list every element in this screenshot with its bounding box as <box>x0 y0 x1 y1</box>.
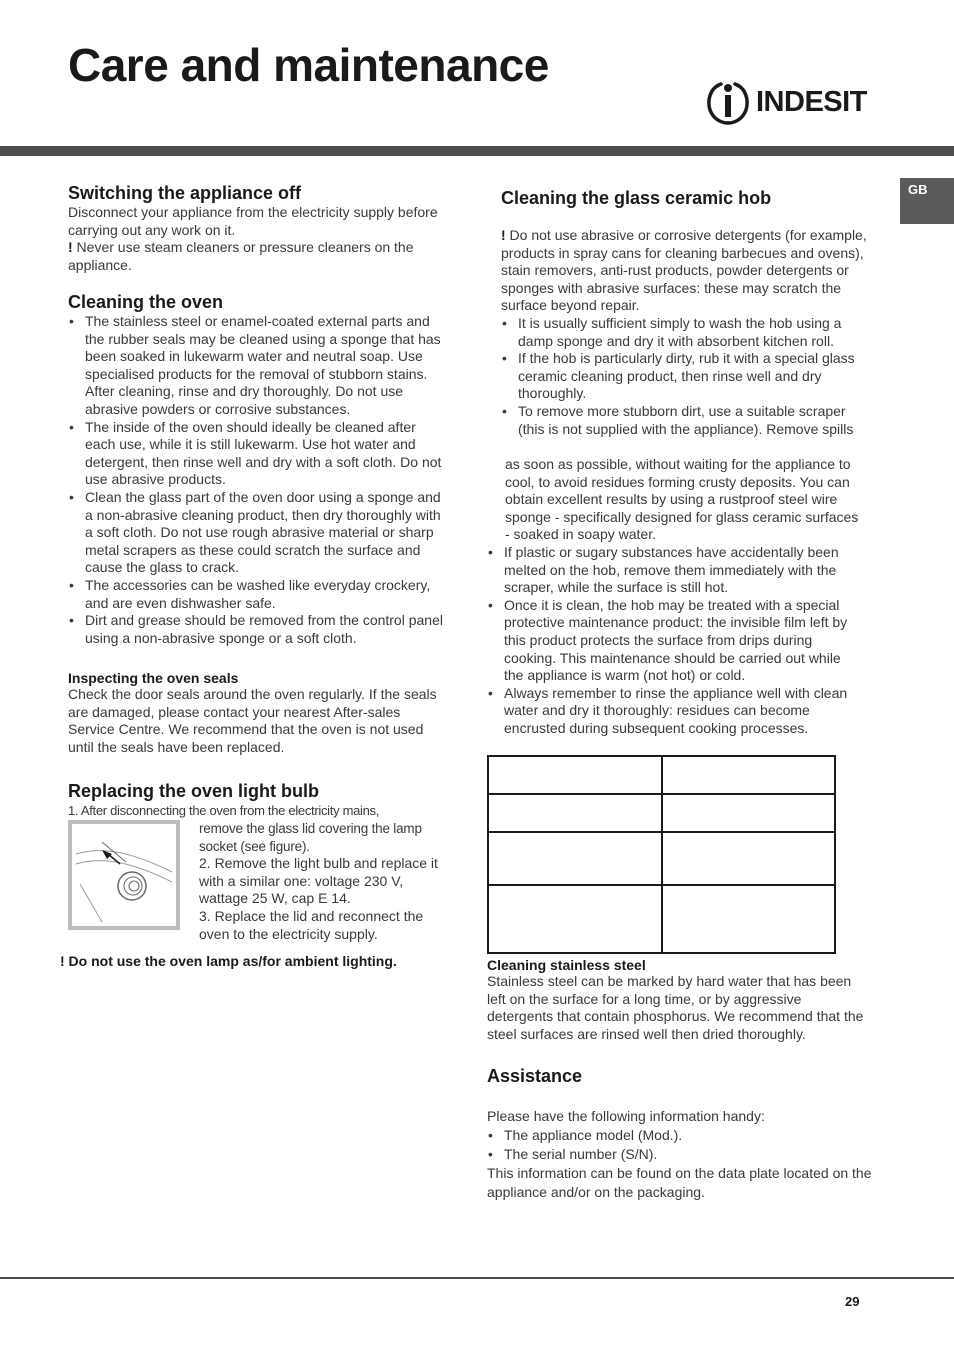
list-item: • Dirt and grease should be removed from the control panel using a non-abrasive sponge or a soft cloth. <box>68 612 446 647</box>
page-number: 29 <box>845 1294 860 1309</box>
switching-text: Disconnect your appliance from the electricity supply before carrying out any work on it. <box>68 204 438 238</box>
hob-continued <box>487 456 862 738</box>
bulb-step2: 2. Remove the light bulb and replace it with a similar one: voltage 230 V, wattage 25 W, cap E 14. <box>199 855 438 907</box>
steel-heading: Cleaning stainless steel <box>487 957 646 973</box>
table-row <box>488 794 835 832</box>
page-title: Care and maintenance <box>68 39 549 91</box>
assistance-intro: Please have the following information handy: <box>487 1108 765 1124</box>
section-switching-off <box>68 183 448 274</box>
section-cleaning-oven <box>68 292 446 647</box>
table-row <box>488 885 835 953</box>
seals-text: Check the door seals around the oven regularly. If the seals are damaged, please contact your nearest After-sales Service Centre. We recommend that the oven is not used until the seals have been replaced. <box>68 686 437 755</box>
table-cell <box>662 756 836 794</box>
switching-heading: Switching the appliance off <box>68 183 302 203</box>
section-stainless-steel <box>487 957 865 1043</box>
section-assistance <box>487 1066 872 1202</box>
hob-bullet-list-a <box>501 315 875 438</box>
warning-mark: ! <box>501 227 506 243</box>
table-cell <box>662 794 836 832</box>
bulb-step3: 3. Replace the lid and reconnect the oven to the electricity supply. <box>199 907 424 942</box>
list-item: • If plastic or sugary substances have accidentally been melted on the hob, remove them immediately with the scraper, while the surface is still hot. <box>487 544 862 597</box>
header-divider <box>0 146 954 156</box>
empty-grid-table <box>487 755 836 954</box>
list-item: • If the hob is particularly dirty, rub it with a special glass ceramic cleaning product, then rinse well and dry thoroughly. <box>501 350 875 403</box>
list-item: • Always remember to rinse the appliance well with clean water and dry it thoroughly: residues can become encrusted during subsequent cooking processes. <box>487 685 862 738</box>
list-item: • Once it is clean, the hob may be treated with a special protective maintenance product: the invisible film left by this product protects the surface from drips during cooking. This maintenance should be carried out while the appliance is warm (not hot) or cold. <box>487 597 862 685</box>
switching-warning-text: Never use steam cleaners or pressure cleaners on the appliance. <box>68 239 414 273</box>
switching-warning <box>68 239 448 274</box>
indesit-logo-icon <box>706 78 752 126</box>
hob-continuation: as soon as possible, without waiting for the appliance to cool, to avoid residues forming crusty deposits. You can obtain excellent results by using a rustproof steel wire sponge - specifically designed for glass ceramic surfaces - soaked in soapy water. <box>505 456 859 543</box>
bulb-step1-line1: 1. After disconnecting the oven from the electricity mains, <box>68 803 380 818</box>
oven-heading: Cleaning the oven <box>68 292 224 312</box>
section-oven-seals <box>68 670 444 756</box>
list-item: • To remove more stubborn dirt, use a suitable scraper (this is not supplied with the appliance). Remove spills <box>501 403 875 438</box>
bulb-heading: Replacing the oven light bulb <box>68 781 320 801</box>
table-row <box>488 832 835 885</box>
bulb-steps <box>199 820 449 943</box>
lamp-socket-figure <box>68 820 180 930</box>
table-cell <box>488 756 662 794</box>
table-row <box>488 756 835 794</box>
brand-wordmark: INDESIT <box>756 86 867 118</box>
language-tab <box>900 178 954 224</box>
seals-heading: Inspecting the oven seals <box>68 670 239 686</box>
table-cell <box>488 885 662 953</box>
list-item: • It is usually sufficient simply to wash the hob using a damp sponge and dry it with absorbent kitchen roll. <box>501 315 875 350</box>
table-cell <box>662 832 836 885</box>
list-item: • The serial number (S/N). <box>487 1145 872 1164</box>
warning-mark: ! <box>68 239 73 256</box>
list-item: • Clean the glass part of the oven door using a sponge and a non-abrasive cleaning product, then dry thoroughly with a soft cloth. Do not use rough abrasive material or sharp metal scrapers as these could scratch the surface and cause the glass to crack. <box>68 489 446 577</box>
section-light-bulb <box>68 781 448 820</box>
table-cell <box>488 794 662 832</box>
list-item: • The appliance model (Mod.). <box>487 1126 872 1145</box>
oven-bullet-list <box>68 313 446 647</box>
hob-bullet-list-b <box>487 544 862 738</box>
list-item: • The stainless steel or enamel-coated external parts and the rubber seals may be cleaned using a sponge that has been soaked in lukewarm water and neutral soap. Use specialised products for the removal of stubborn stains. After cleaning, rinse and dry thoroughly. Do not use abrasive powders or corrosive substances. <box>68 313 446 419</box>
list-item: • The inside of the oven should ideally be cleaned after each use, while it is still lukewarm. Use hot water and detergent, then rinse well and dry with a soft cloth. Do not use abrasive products. <box>68 419 446 489</box>
lamp-warning: ! Do not use the oven lamp as/for ambient lighting. <box>60 953 397 969</box>
lamp-socket-icon <box>72 824 176 926</box>
indesit-logo <box>706 78 876 126</box>
hob-warning-text: Do not use abrasive or corrosive detergents (for example, products in spray cans for cleaning barbecues and ovens), stain removers, anti-rust products, powder detergents or sponges with abrasive surfaces: these may scratch the surface beyond repair. <box>501 227 867 314</box>
table-cell <box>662 885 836 953</box>
table-cell <box>488 832 662 885</box>
hob-heading: Cleaning the glass ceramic hob <box>501 188 772 208</box>
section-glass-hob <box>501 188 875 438</box>
assistance-heading: Assistance <box>487 1066 583 1086</box>
footer-divider <box>0 1277 954 1279</box>
bulb-step1-line2: remove the glass lid covering the lamp socket (see figure). <box>199 821 422 854</box>
hob-warning <box>501 227 875 315</box>
assistance-bullet-list <box>487 1126 872 1164</box>
list-item: • The accessories can be washed like everyday crockery, and are even dishwasher safe. <box>68 577 446 612</box>
steel-text: Stainless steel can be marked by hard water that has been left on the surface for a long time, or by aggressive detergents that contain phosphorus. We recommend that the steel surfaces are rinsed well then dried thoroughly. <box>487 973 864 1042</box>
assistance-outro: This information can be found on the data plate located on the appliance and/or on the packaging. <box>487 1165 872 1200</box>
language-tab-label: GB <box>908 182 928 197</box>
